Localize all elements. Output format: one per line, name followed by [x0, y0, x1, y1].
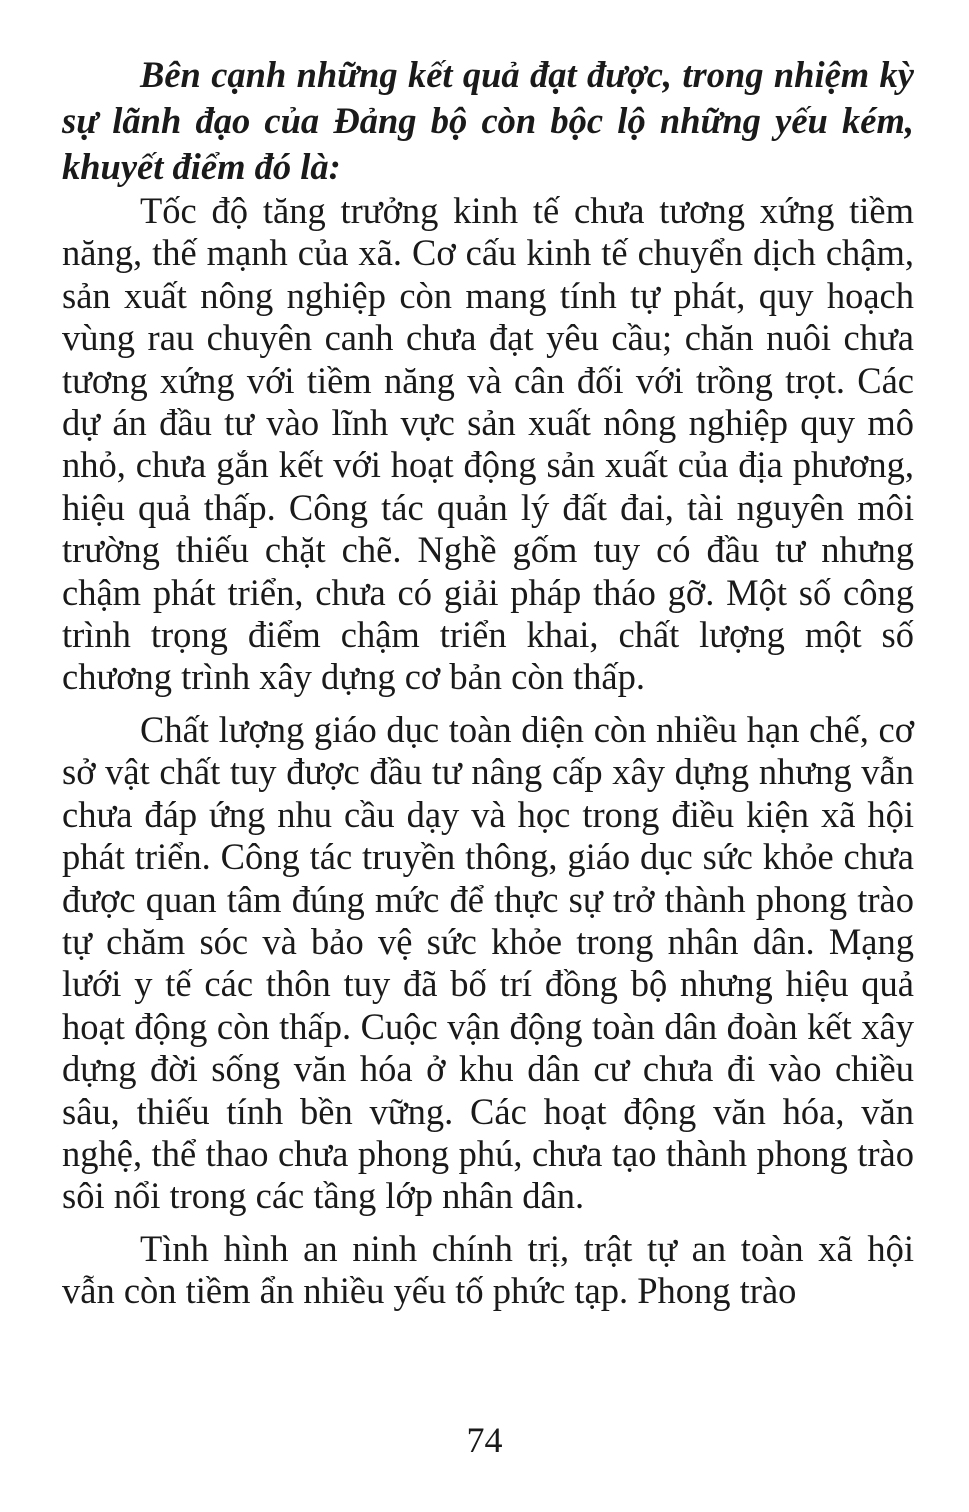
paragraph-economy: Tốc độ tăng trưởng kinh tế chưa tương xứng tiềm năng, thế mạnh của xã. Cơ cấu kinh tế chuyển dịch chậm, sản xuất nông nghiệp còn mang tính tự phát, quy hoạch vùng rau chuyên canh chưa đạt yêu cầu; chăn nuôi chưa tương xứng với tiềm năng và cân đối với trồng trọt. Các dự án đầu tư vào lĩnh vực sản xuất nông nghiệp quy mô nhỏ, chưa gắn kết với hoạt động sản xuất của địa phương, hiệu quả thấp. Công tác quản lý đất đai, tài nguyên môi trường thiếu chặt chẽ. Nghề gốm tuy có đầu tư nhưng chậm phát triển, chưa có giải pháp tháo gỡ. Một số công trình trọng điểm chậm triển khai, chất lượng một số chương trình xây dựng cơ bản còn thấp. [62, 190, 914, 698]
section-heading: Bên cạnh những kết quả đạt được, trong nhiệm kỳ sự lãnh đạo của Đảng bộ còn bộc lộ những yếu kém, khuyết điểm đó là: [62, 54, 914, 187]
page-number: 74 [466, 1420, 503, 1460]
paragraph-education-culture: Chất lượng giáo dục toàn diện còn nhiều hạn chế, cơ sở vật chất tuy được đầu tư nâng cấp xây dựng nhưng vẫn chưa đáp ứng nhu cầu dạy và học trong điều kiện xã hội phát triển. Công tác truyền thông, giáo dục sức khỏe chưa được quan tâm đúng mức để thực sự trở thành phong trào tự chăm sóc và bảo vệ sức khỏe trong nhân dân. Mạng lưới y tế các thôn tuy đã bố trí đồng bộ nhưng hiệu quả hoạt động còn thấp. Cuộc vận động toàn dân đoàn kết xây dựng đời sống văn hóa ở khu dân cư chưa đi vào chiều sâu, thiếu tính bền vững. Các hoạt động văn hóa, văn nghệ, thể thao chưa phong phú, chưa tạo thành phong trào sôi nổi trong các tầng lớp nhân dân. [62, 708, 914, 1217]
page-body [62, 52, 914, 1313]
paragraph-security: Tình hình an ninh chính trị, trật tự an toàn xã hội vẫn còn tiềm ẩn nhiều yếu tố phức tạp. Phong trào [62, 1227, 914, 1312]
